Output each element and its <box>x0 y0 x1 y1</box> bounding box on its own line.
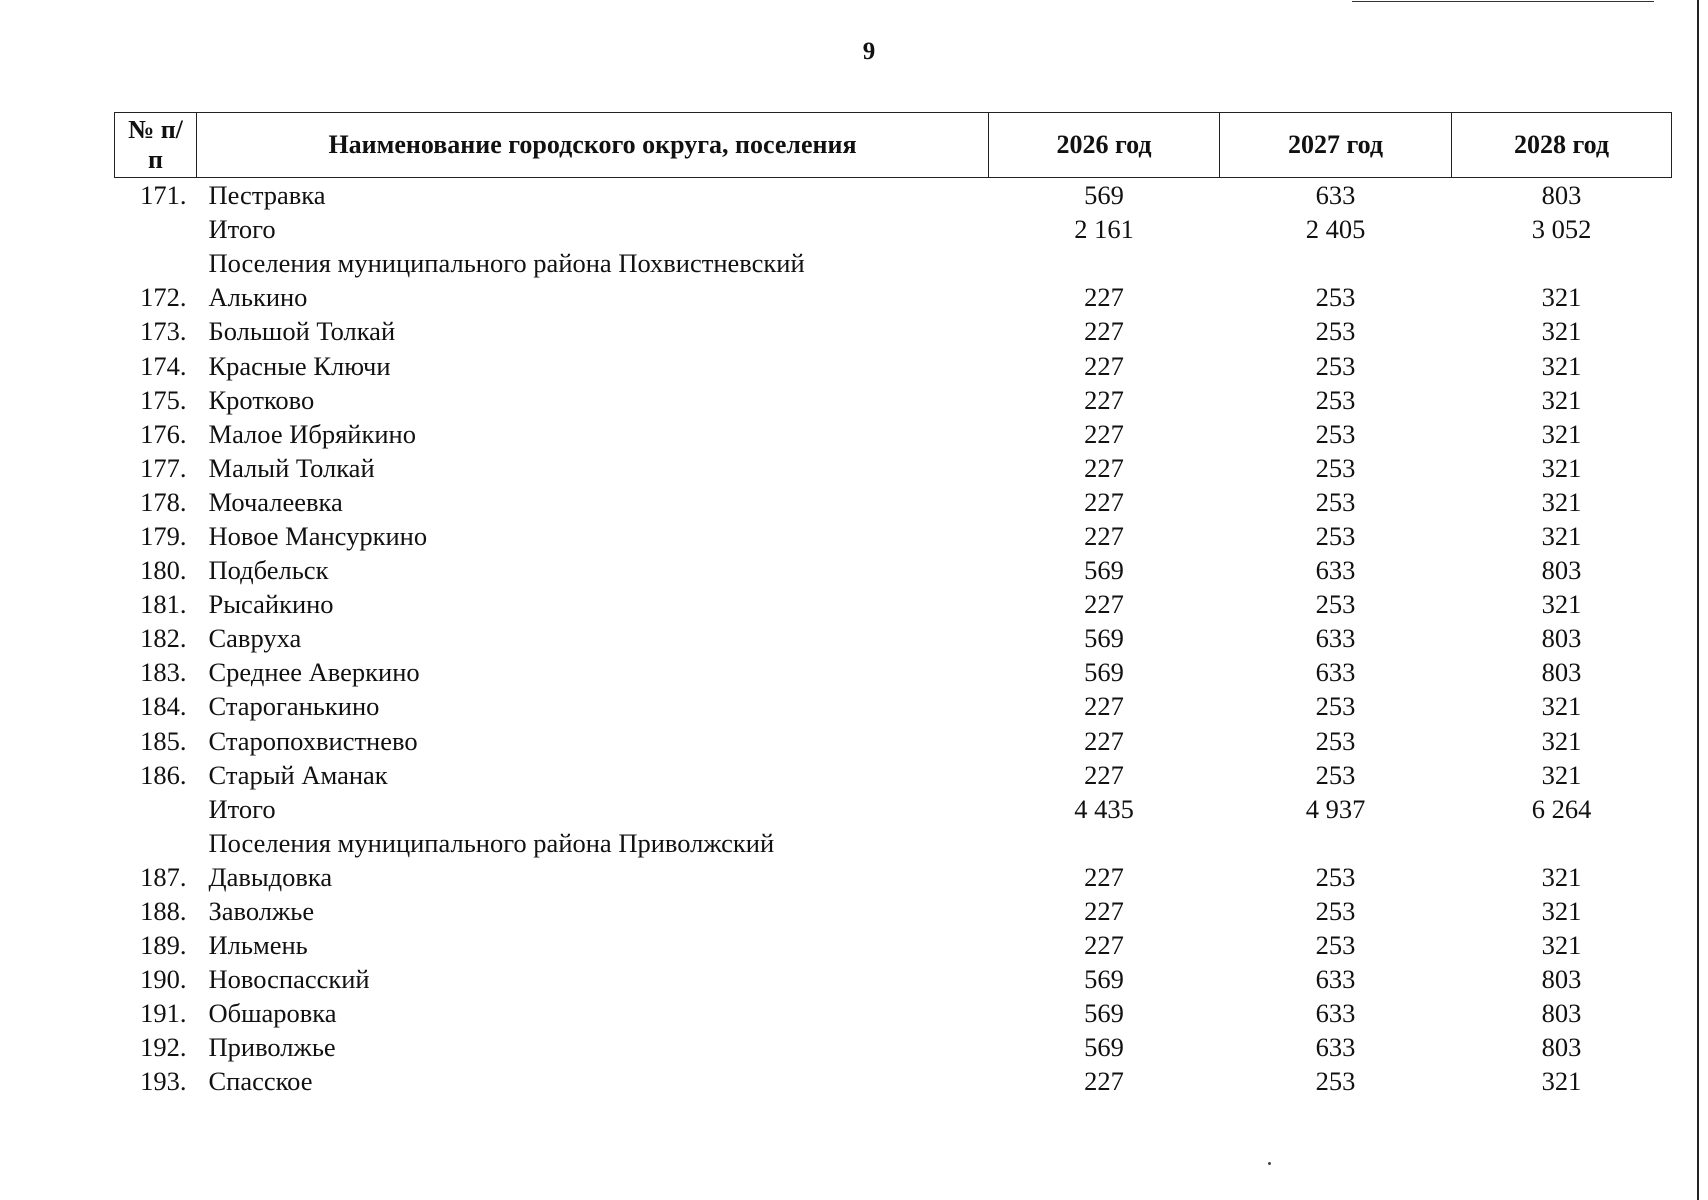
row-value-2027: 253 <box>1315 418 1356 449</box>
row-value-2027: 633 <box>1315 555 1356 586</box>
row-number: 174. <box>140 350 187 381</box>
row-value-2027: 253 <box>1315 861 1356 892</box>
row-name: Приволжье <box>208 1032 336 1063</box>
row-value-2028: 321 <box>1541 725 1582 756</box>
table-row <box>115 894 1672 928</box>
row-value-2028: 321 <box>1541 350 1582 381</box>
row-number: 179. <box>140 520 187 551</box>
row-number: 192. <box>140 1032 187 1063</box>
row-value-2027: 2 405 <box>1305 214 1366 245</box>
row-name: Рысайкино <box>208 589 334 620</box>
row-value-2027: 253 <box>1315 759 1356 790</box>
row-value-2028: 321 <box>1541 520 1582 551</box>
table-row <box>115 553 1672 587</box>
page-number: 9 <box>862 38 876 65</box>
row-value-2026: 569 <box>1084 998 1124 1029</box>
row-value-2026: 569 <box>1084 657 1124 688</box>
row-value-2027: 253 <box>1315 520 1356 551</box>
row-number: 175. <box>140 384 187 415</box>
row-name: Красные Ключи <box>208 350 391 381</box>
row-name: Мочалеевка <box>208 486 343 517</box>
page-edge-line <box>1697 0 1699 1200</box>
row-name: Новоспасский <box>208 964 370 995</box>
table-row <box>115 1030 1672 1064</box>
row-name: Итого <box>208 214 276 245</box>
row-value-2028: 321 <box>1541 1066 1582 1097</box>
table-row <box>115 826 1672 860</box>
row-value-2028 <box>1452 826 1672 860</box>
row-value-2027: 253 <box>1315 282 1356 313</box>
row-value-2026: 227 <box>1084 930 1124 961</box>
table-row <box>115 212 1672 246</box>
row-number: 184. <box>140 691 187 722</box>
table-row <box>115 417 1672 451</box>
table-row <box>115 758 1672 792</box>
row-number: 178. <box>140 486 187 517</box>
row-value-2028: 321 <box>1541 759 1582 790</box>
table-row <box>115 962 1672 996</box>
table-row <box>115 383 1672 417</box>
row-value-2026: 2 161 <box>1074 214 1134 245</box>
row-number: 193. <box>140 1066 187 1097</box>
row-value-2026: 569 <box>1084 555 1124 586</box>
row-number: 189. <box>140 930 187 961</box>
row-name: Малый Толкай <box>208 452 375 483</box>
table-header-row <box>115 113 1672 178</box>
row-value-2027: 253 <box>1315 350 1356 381</box>
table-row <box>115 792 1672 826</box>
table-row <box>115 724 1672 758</box>
row-number: 173. <box>140 316 187 347</box>
row-number: 191. <box>140 998 187 1029</box>
row-name: Среднее Аверкино <box>208 657 420 688</box>
row-value-2026: 569 <box>1084 180 1124 211</box>
row-value-2027: 253 <box>1315 589 1356 620</box>
row-value-2026: 4 435 <box>1074 793 1134 824</box>
row-value-2027: 253 <box>1315 316 1356 347</box>
row-name: Спасское <box>208 1066 313 1097</box>
row-value-2026: 227 <box>1084 896 1124 927</box>
row-value-2026 <box>989 826 1220 860</box>
table-row <box>115 485 1672 519</box>
table-row <box>115 246 1672 280</box>
row-number: 172. <box>140 282 187 313</box>
row-value-2028: 321 <box>1541 486 1582 517</box>
row-number: 187. <box>140 861 187 892</box>
row-value-2026: 227 <box>1084 316 1124 347</box>
row-value-2028: 803 <box>1541 998 1582 1029</box>
row-value-2028: 321 <box>1541 316 1582 347</box>
row-number: 180. <box>140 555 187 586</box>
row-value-2028: 321 <box>1541 896 1582 927</box>
row-value-2028: 321 <box>1541 282 1582 313</box>
row-value-2027: 633 <box>1315 657 1356 688</box>
table-row <box>115 1064 1672 1098</box>
row-number: 177. <box>140 452 187 483</box>
row-value-2026: 227 <box>1084 282 1124 313</box>
row-name: Подбельск <box>208 555 329 586</box>
row-name: Старый Аманак <box>208 759 388 790</box>
row-value-2027: 253 <box>1315 691 1356 722</box>
header-2027: 2027 год <box>1220 113 1452 178</box>
table-row <box>115 996 1672 1030</box>
row-value-2027: 253 <box>1315 384 1356 415</box>
row-value-2028: 321 <box>1541 691 1582 722</box>
row-value-2027: 253 <box>1315 452 1356 483</box>
table-row <box>115 689 1672 723</box>
row-value-2028: 321 <box>1541 861 1582 892</box>
row-value-2028: 321 <box>1541 384 1582 415</box>
row-name: Поселения муниципального района Похвистневский <box>208 248 805 279</box>
row-value-2027: 4 937 <box>1305 793 1366 824</box>
row-value-2026: 227 <box>1084 589 1124 620</box>
scan-speck <box>1268 1162 1271 1165</box>
row-name: Давыдовка <box>208 861 333 892</box>
row-value-2027: 633 <box>1315 180 1356 211</box>
row-name: Поселения муниципального района Приволжский <box>208 827 775 858</box>
row-value-2028: 803 <box>1541 657 1582 688</box>
settlements-table <box>114 112 1672 1099</box>
table-row <box>115 348 1672 382</box>
table-row <box>115 860 1672 894</box>
row-number: 181. <box>140 589 187 620</box>
header-name: Наименование городского округа, поселения <box>197 113 989 178</box>
row-name: Ильмень <box>208 930 308 961</box>
row-value-2028: 321 <box>1541 452 1582 483</box>
table-row <box>115 280 1672 314</box>
row-number <box>115 246 197 280</box>
row-name: Пестравка <box>208 180 326 211</box>
row-value-2028 <box>1452 246 1672 280</box>
row-value-2027: 633 <box>1315 623 1356 654</box>
row-number: 171. <box>140 180 187 211</box>
row-value-2027: 253 <box>1315 930 1356 961</box>
row-value-2027 <box>1220 246 1452 280</box>
table-row <box>115 519 1672 553</box>
row-number: 185. <box>140 725 187 756</box>
row-value-2027: 633 <box>1315 998 1356 1029</box>
table-row <box>115 928 1672 962</box>
row-name: Старопохвистнево <box>208 725 418 756</box>
row-value-2028: 3 052 <box>1531 214 1592 245</box>
row-value-2027: 253 <box>1315 896 1356 927</box>
row-value-2028: 321 <box>1541 930 1582 961</box>
row-value-2027: 633 <box>1315 1032 1356 1063</box>
row-name: Староганькино <box>208 691 380 722</box>
header-2026: 2026 год <box>989 113 1220 178</box>
row-name: Большой Толкай <box>208 316 396 347</box>
row-value-2026: 569 <box>1084 1032 1124 1063</box>
row-number: 186. <box>140 759 187 790</box>
row-name: Савруха <box>208 623 302 654</box>
row-name: Алькино <box>208 282 308 313</box>
row-value-2027 <box>1220 826 1452 860</box>
row-number: 182. <box>140 623 187 654</box>
row-value-2026: 227 <box>1084 861 1124 892</box>
row-name: Заволжье <box>208 896 315 927</box>
row-value-2027: 253 <box>1315 725 1356 756</box>
row-value-2026: 227 <box>1084 1066 1124 1097</box>
row-name: Кротково <box>208 384 315 415</box>
row-value-2026: 227 <box>1084 486 1124 517</box>
row-value-2027: 253 <box>1315 1066 1356 1097</box>
table-body <box>115 178 1672 1099</box>
row-value-2026: 569 <box>1084 623 1124 654</box>
row-value-2028: 6 264 <box>1531 793 1592 824</box>
row-value-2026: 227 <box>1084 691 1124 722</box>
row-number <box>115 212 197 246</box>
row-value-2026: 227 <box>1084 759 1124 790</box>
row-value-2026: 227 <box>1084 452 1124 483</box>
table-row <box>115 178 1672 213</box>
row-value-2026: 227 <box>1084 725 1124 756</box>
row-value-2026 <box>989 246 1220 280</box>
top-scan-rule <box>1352 1 1654 2</box>
row-number: 183. <box>140 657 187 688</box>
table-row <box>115 314 1672 348</box>
row-number: 190. <box>140 964 187 995</box>
row-value-2028: 803 <box>1541 555 1582 586</box>
row-number <box>115 826 197 860</box>
row-value-2026: 227 <box>1084 418 1124 449</box>
row-number: 188. <box>140 896 187 927</box>
row-value-2027: 633 <box>1315 964 1356 995</box>
table-row <box>115 587 1672 621</box>
row-name: Малое Ибряйкино <box>208 418 416 449</box>
row-value-2028: 803 <box>1541 964 1582 995</box>
table-row <box>115 655 1672 689</box>
table-row <box>115 621 1672 655</box>
row-value-2028: 803 <box>1541 623 1582 654</box>
row-number <box>115 792 197 826</box>
row-value-2026: 227 <box>1084 384 1124 415</box>
table-row <box>115 451 1672 485</box>
row-value-2026: 569 <box>1084 964 1124 995</box>
header-num: № п/п <box>115 113 197 178</box>
row-value-2028: 321 <box>1541 418 1582 449</box>
row-value-2028: 321 <box>1541 589 1582 620</box>
header-2028: 2028 год <box>1452 113 1672 178</box>
row-value-2027: 253 <box>1315 486 1356 517</box>
row-name: Итого <box>208 793 276 824</box>
row-number: 176. <box>140 418 187 449</box>
row-value-2026: 227 <box>1084 350 1124 381</box>
row-name: Новое Мансуркино <box>208 520 428 551</box>
row-name: Обшаровка <box>208 998 337 1029</box>
row-value-2028: 803 <box>1541 1032 1582 1063</box>
row-value-2028: 803 <box>1541 180 1582 211</box>
row-value-2026: 227 <box>1084 520 1124 551</box>
